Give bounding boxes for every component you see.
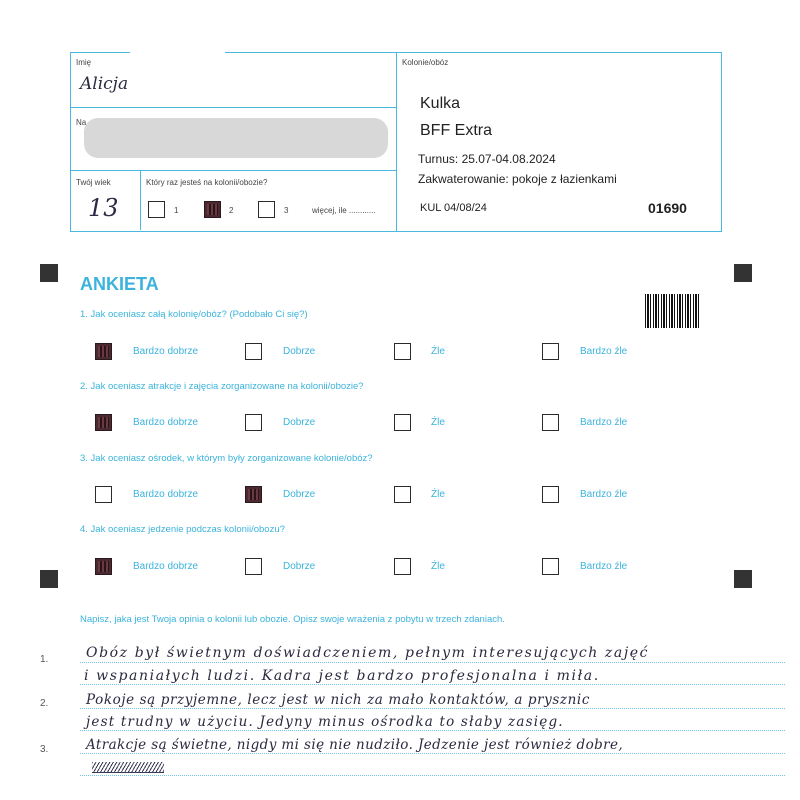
handwriting-line-1: Obóz był świetnym doświadczeniem, pełnym interesujących zajęć <box>86 645 650 661</box>
survey-title: ANKIETA <box>80 274 159 294</box>
q1-option-3-checkbox[interactable] <box>394 343 411 360</box>
barcode <box>645 294 700 328</box>
times-label: Który raz jesteś na kolonii/obozie? <box>146 178 268 187</box>
q4-option-2-label: Dobrze <box>283 561 316 572</box>
q1-option-3-label: Źle <box>431 346 445 357</box>
q3-option-4-checkbox[interactable] <box>542 486 559 503</box>
q2-option-3-checkbox[interactable] <box>394 414 411 431</box>
header-divider-1 <box>70 107 396 108</box>
q2-option-3-label: Źle <box>431 417 445 428</box>
times-checkbox-3[interactable] <box>258 201 275 218</box>
answer-line-1 <box>80 662 785 663</box>
age-divider <box>140 170 141 230</box>
q2-option-2-label: Dobrze <box>283 417 316 428</box>
q1-option-4-checkbox[interactable] <box>542 343 559 360</box>
camp-code: KUL 04/08/24 <box>420 202 487 214</box>
answer-line-5 <box>80 753 785 754</box>
header-divider-vertical <box>396 52 397 231</box>
registration-marker-tl <box>40 264 58 282</box>
times-option-2: 2 <box>229 206 234 215</box>
question-3-text: 3. Jak oceniasz ośrodek, w którym były zorganizowane kolonie/obóz? <box>80 453 373 464</box>
q4-option-3-checkbox[interactable] <box>394 558 411 575</box>
registration-marker-bl <box>40 570 58 588</box>
q1-option-2-label: Dobrze <box>283 346 316 357</box>
camp-name: Kulka <box>420 95 461 112</box>
handwriting-line-5: Atrakcje są świetne, nigdy mi się nie nudziło. Jedzenie jest również dobre, <box>86 737 624 753</box>
q1-option-4-label: Bardzo źle <box>580 346 628 357</box>
surname-label: Na <box>76 118 87 127</box>
line-number-2: 2. <box>40 698 49 709</box>
q2-option-4-label: Bardzo źle <box>580 417 628 428</box>
line-number-1: 1. <box>40 654 49 665</box>
answer-line-2 <box>80 684 785 685</box>
q4-option-2-checkbox[interactable] <box>245 558 262 575</box>
crossed-out-scribble <box>92 762 164 773</box>
line-number-3: 3. <box>40 744 49 755</box>
header-top-cover <box>130 45 225 55</box>
q2-option-1-label: Bardzo dobrze <box>133 417 199 428</box>
times-more-label: więcej, ile ............ <box>312 206 376 215</box>
age-label: Twój wiek <box>76 178 111 187</box>
q3-option-1-label: Bardzo dobrze <box>133 489 199 500</box>
form-number: 01690 <box>648 200 687 216</box>
q2-option-1-checkbox[interactable] <box>95 414 112 431</box>
registration-marker-tr <box>734 264 752 282</box>
q1-option-2-checkbox[interactable] <box>245 343 262 360</box>
answer-line-6 <box>80 775 785 776</box>
q2-option-4-checkbox[interactable] <box>542 414 559 431</box>
handwriting-line-2: i wspaniałych ludzi. Kadra jest bardzo profesjonalna i miła. <box>84 668 600 684</box>
age-value: 13 <box>88 194 119 222</box>
name-value: Alicja <box>80 74 129 94</box>
handwriting-line-4: jest trudny w użyciu. Jedyny minus ośrodka to słaby zasięg. <box>86 714 564 730</box>
q3-option-2-checkbox[interactable] <box>245 486 262 503</box>
times-checkbox-1[interactable] <box>148 201 165 218</box>
question-4-text: 4. Jak oceniasz jedzenie podczas kolonii/obozu? <box>80 524 285 535</box>
q3-option-2-label: Dobrze <box>283 489 316 500</box>
opinion-prompt: Napisz, jaka jest Twoja opinia o kolonii lub obozie. Opisz swoje wrażenia z pobytu w trzech zdaniach. <box>80 614 505 625</box>
q4-option-3-label: Źle <box>431 561 445 572</box>
accommodation: Zakwaterowanie: pokoje z łazienkami <box>418 172 617 186</box>
answer-line-3 <box>80 708 785 709</box>
times-option-1: 1 <box>174 206 179 215</box>
q3-option-4-label: Bardzo źle <box>580 489 628 500</box>
redaction-block <box>84 118 388 158</box>
q3-option-3-checkbox[interactable] <box>394 486 411 503</box>
registration-marker-br <box>734 570 752 588</box>
header-divider-2 <box>70 170 396 171</box>
camp-label: Kolonie/obóz <box>402 58 449 67</box>
q4-option-4-checkbox[interactable] <box>542 558 559 575</box>
camp-program: BFF Extra <box>420 122 493 139</box>
q1-option-1-label: Bardzo dobrze <box>133 346 199 357</box>
q2-option-2-checkbox[interactable] <box>245 414 262 431</box>
q3-option-3-label: Źle <box>431 489 445 500</box>
name-label: Imię <box>76 58 92 67</box>
question-1-text: 1. Jak oceniasz całą kolonię/obóz? (Podobało Ci się?) <box>80 309 308 320</box>
q4-option-1-checkbox[interactable] <box>95 558 112 575</box>
answer-line-4 <box>80 730 785 731</box>
q1-option-1-checkbox[interactable] <box>95 343 112 360</box>
q3-option-1-checkbox[interactable] <box>95 486 112 503</box>
q4-option-1-label: Bardzo dobrze <box>133 561 199 572</box>
times-option-3: 3 <box>284 206 289 215</box>
question-2-text: 2. Jak oceniasz atrakcje i zajęcia zorganizowane na kolonii/obozie? <box>80 381 364 392</box>
handwriting-line-3: Pokoje są przyjemne, lecz jest w nich za mało kontaktów, a prysznic <box>86 692 590 708</box>
q4-option-4-label: Bardzo źle <box>580 561 628 572</box>
turnus: Turnus: 25.07-04.08.2024 <box>418 152 556 166</box>
times-checkbox-2[interactable] <box>204 201 221 218</box>
